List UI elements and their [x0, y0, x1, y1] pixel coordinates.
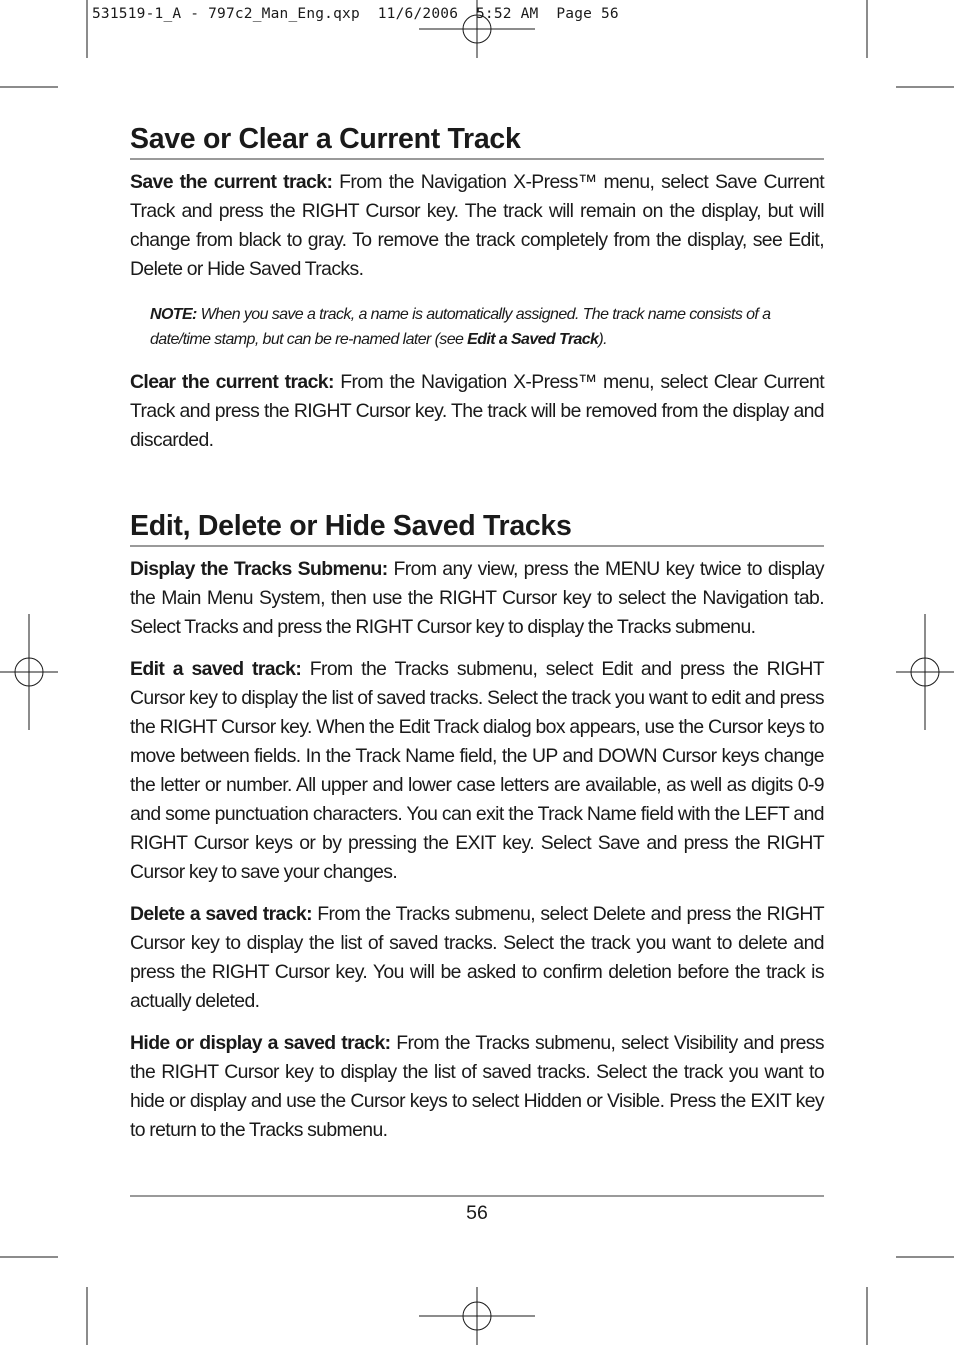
term-delete-saved-track: Delete a saved track:: [130, 903, 312, 925]
text-hide-display-saved-track: From the Tracks submenu, select Visibility and press the RIGHT Cursor key to display the list of saved tracks. Select the track you want to hide or display and use the Cursor keys to select Hidden or Visible. Press the EXIT key to return to the Tracks submenu.: [130, 1032, 824, 1141]
note-end: ).: [598, 331, 607, 348]
footer-rule: [130, 1195, 824, 1197]
section-title-save-or-clear: Save or Clear a Current Track: [130, 120, 824, 160]
section-title-edit-delete-hide: Edit, Delete or Hide Saved Tracks: [130, 507, 824, 547]
page-number: 56: [466, 1202, 488, 1224]
term-hide-display-saved-track: Hide or display a saved track:: [130, 1032, 391, 1054]
text-save-current-track: From the Navigation X-Press™ menu, select Save Current Track and press the RIGHT Cursor key. The track will remain on the display, but will change from black to gray. To remove the track completely from the display, see Edit, Delete or Hide Saved Tracks.: [130, 171, 825, 280]
paragraph-display-tracks-submenu: [130, 555, 824, 642]
paragraph-edit-saved-track: [130, 655, 824, 887]
term-save-current-track: Save the current track:: [130, 171, 333, 193]
section-edit-delete-hide: [130, 507, 824, 1145]
note-auto-name: [150, 302, 804, 352]
text-display-tracks-submenu: From any view, press the MENU key twice to display the Main Menu System, then use the RIGHT Cursor key to select the Navigation tab. Select Tracks and press the RIGHT Cursor key to display the Tracks submenu.: [130, 558, 824, 638]
term-display-tracks-submenu: Display the Tracks Submenu:: [130, 558, 388, 580]
note-label: NOTE:: [150, 306, 197, 323]
text-clear-current-track: From the Navigation X-Press™ menu, select Clear Current Track and press the RIGHT Cursor key. The track will be removed from the display and discarded.: [130, 371, 824, 451]
print-slug: 531519-1_A - 797c2_Man_Eng.qxp 11/6/2006 5:52 AM Page 56: [92, 6, 619, 22]
section-save-or-clear: [130, 120, 824, 455]
paragraph-clear-current-track: [130, 368, 824, 455]
note-reference: Edit a Saved Track: [467, 331, 599, 348]
term-edit-saved-track: Edit a saved track:: [130, 658, 302, 680]
term-clear-current-track: Clear the current track:: [130, 371, 334, 393]
paragraph-delete-saved-track: [130, 900, 824, 1016]
text-delete-saved-track: From the Tracks submenu, select Delete and press the RIGHT Cursor key to display the list of saved tracks. Select the track you want to delete and press the RIGHT Cursor key. You will be asked to confirm deletion before the track is actually deleted.: [130, 903, 824, 1012]
paragraph-save-current-track: [130, 168, 824, 284]
text-edit-saved-track: From the Tracks submenu, select Edit and press the RIGHT Cursor key to display the list of saved tracks. Select the track you want to edit and press the RIGHT Cursor key. When the Edit Track dialog box appears, use the Cursor keys to move between fields. In the Track Name field, the UP and DOWN Cursor keys change the letter or number. All upper and lower case letters are available, as well as digits 0-9 and some punctuation characters. You can exit the Track Name field with the LEFT and RIGHT Cursor keys or by pressing the EXIT key. Select Save and press the RIGHT Cursor key to save your changes.: [130, 658, 824, 883]
note-text: When you save a track, a name is automatically assigned. The track name consists of a date/time stamp, but can be re-named later (see: [150, 306, 771, 348]
paragraph-hide-display-saved-track: [130, 1029, 824, 1145]
page-content: [130, 120, 824, 1145]
